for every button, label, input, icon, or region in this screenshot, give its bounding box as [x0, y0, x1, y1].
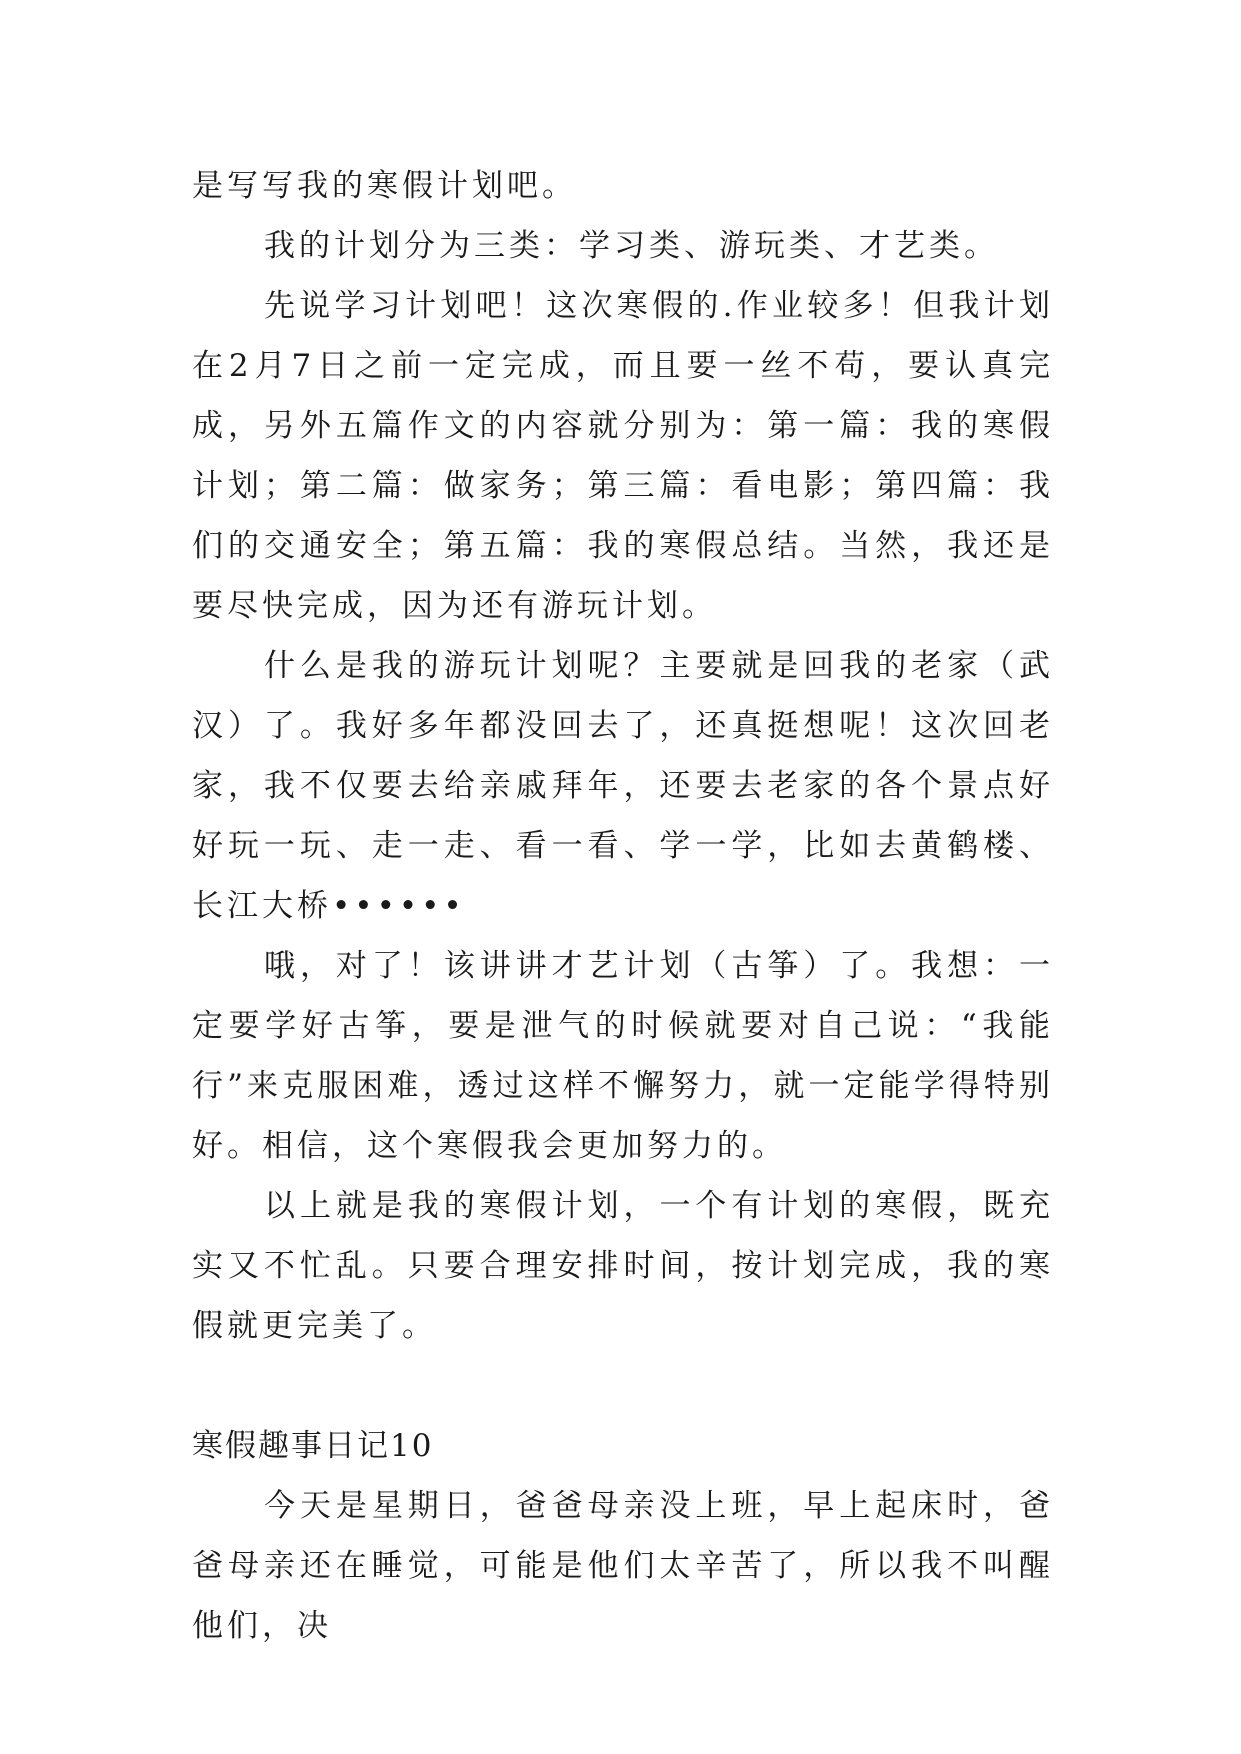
paragraph-continuation: 是写写我的寒假计划吧。: [192, 168, 577, 204]
paragraph-study-plan: 先说学习计划吧！这次寒假的.作业较多！但我计划在2月7日之前一定完成，而且要一丝不苟，要认真完成，另外五篇作文的内容就分别为：第一篇：我的寒假计划；第二篇：做家务；第三篇：看电影；第四篇：我们的交通安全；第五篇：我的寒假总结。当然，我还是要尽快完成，因为还有游玩计划。: [192, 288, 1054, 624]
paragraph-diary-start: 今天是星期日，爸爸母亲没上班，早上起床时，爸爸母亲还在睡觉，可能是他们太辛苦了，所以我不叫醒他们，决: [192, 1488, 1054, 1644]
paragraph-plan-categories: 我的计划分为三类：学习类、游玩类、才艺类。: [264, 228, 999, 264]
section-heading: 寒假趣事日记10: [192, 1428, 434, 1464]
paragraph-talent-plan: 哦，对了！该讲讲才艺计划（古筝）了。我想：一定要学好古筝，要是泄气的时候就要对自己说：“我能行”来克服困难，透过这样不懈努力，就一定能学得特别好。相信，这个寒假我会更加努力的。: [192, 948, 1054, 1164]
document-body: [192, 156, 1054, 1656]
paragraph-travel-plan: 什么是我的游玩计划呢？主要就是回我的老家（武汉）了。我好多年都没回去了，还真挺想呢！这次回老家，我不仅要去给亲戚拜年，还要去老家的各个景点好好玩一玩、走一走、看一看、学一学，比如去黄鹤楼、长江大桥••••••: [192, 648, 1054, 924]
paragraph-conclusion: 以上就是我的寒假计划，一个有计划的寒假，既充实又不忙乱。只要合理安排时间，按计划完成，我的寒假就更完美了。: [192, 1188, 1054, 1344]
